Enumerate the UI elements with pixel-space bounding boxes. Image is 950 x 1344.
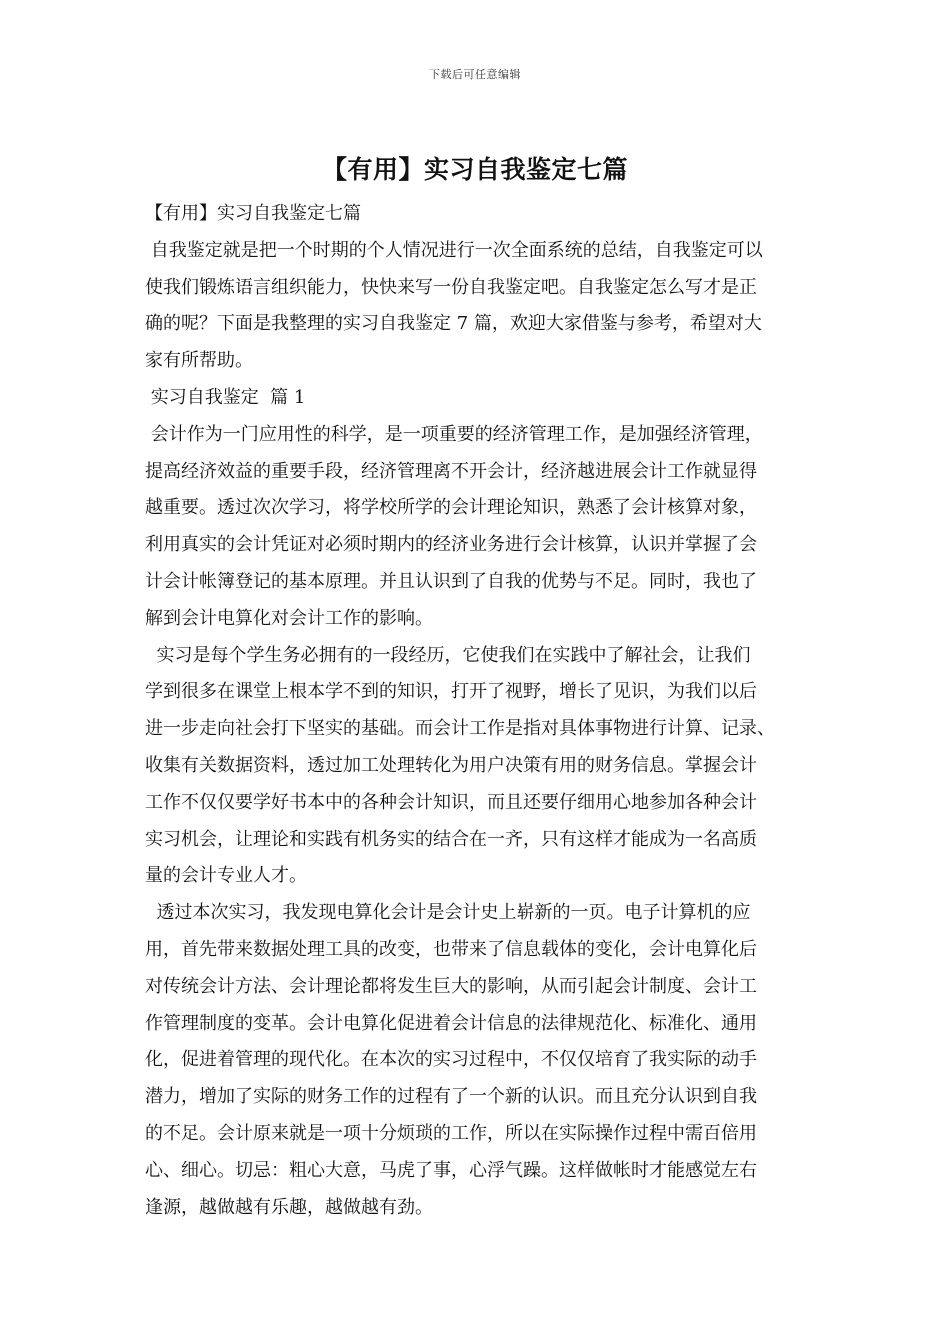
header-note: 下载后可任意编辑 <box>429 68 521 81</box>
text-line: 的不足。会计原来就是一项十分烦琐的工作，所以在实际操作过程中需百倍用 <box>145 1122 757 1144</box>
text-line: 化，促进着管理的现代化。在本次的实习过程中，不仅仅培育了我实际的动手 <box>145 1049 757 1071</box>
text-line: 作管理制度的变革。会计电算化促进着会计信息的法律规范化、标准化、通用 <box>145 1012 757 1034</box>
text-line: 实习自我鉴定 篇 1 <box>145 386 306 408</box>
section-heading-1 <box>145 380 811 417</box>
document-body <box>145 196 811 1226</box>
text-line: 心、细心。切忌：粗心大意，马虎了事，心浮气躁。这样做帐时才能感觉左右 <box>145 1159 757 1181</box>
text-line: 工作不仅仅要学好书本中的各种会计知识，而且还要仔细用心地参加各种会计 <box>145 791 757 813</box>
text-line: 对传统会计方法、会计理论都将发生巨大的影响，从而引起会计制度、会计工 <box>145 975 757 997</box>
text-line: 透过本次实习，我发现电算化会计是会计史上崭新的一页。电子计算机的应 <box>145 902 751 924</box>
paragraph-2 <box>145 638 811 896</box>
text-line: 越重要。透过次次学习，将学校所学的会计理论知识，熟悉了会计核算对象， <box>145 497 757 519</box>
text-line: 逢源，越做越有乐趣，越做越有劲。 <box>145 1196 433 1218</box>
text-line: 确的呢？下面是我整理的实习自我鉴定 7 篇，欢迎大家借鉴与参考，希望对大 <box>145 313 762 335</box>
text-line: 解到会计电算化对会计工作的影响。 <box>145 607 433 629</box>
text-line: 进一步走向社会打下坚实的基础。而会计工作是指对具体事物进行计算、记录、 <box>145 718 775 740</box>
text-line: 潜力，增加了实际的财务工作的过程有了一个新的认识。而且充分认识到自我 <box>145 1086 757 1108</box>
text-line: 量的会计专业人才。 <box>145 865 307 887</box>
paragraph-3 <box>145 895 811 1226</box>
text-line: 家有所帮助。 <box>145 350 253 372</box>
text-line: 实习是每个学生务必拥有的一段经历，它使我们在实践中了解社会，让我们 <box>145 644 751 666</box>
paragraph-1 <box>145 417 811 638</box>
intro-paragraph <box>145 233 811 380</box>
text-line: 利用真实的会计凭证对必须时期内的经济业务进行会计核算，认识并掌握了会 <box>145 534 757 556</box>
text-line: 提高经济效益的重要手段，经济管理离不开会计，经济越进展会计工作就显得 <box>145 460 757 482</box>
text-line: 实习机会，让理论和实践有机务实的结合在一齐，只有这样才能成为一名高质 <box>145 828 757 850</box>
text-line: 收集有关数据资料，透过加工处理转化为用户决策有用的财务信息。掌握会计 <box>145 754 757 776</box>
text-line: 使我们锻炼语言组织能力，快快来写一份自我鉴定吧。自我鉴定怎么写才是正 <box>145 276 757 298</box>
text-line: 会计作为一门应用性的科学，是一项重要的经济管理工作，是加强经济管理， <box>145 423 763 445</box>
text-line: 用，首先带来数据处理工具的改变，也带来了信息载体的变化，会计电算化后 <box>145 938 757 960</box>
subtitle-line <box>145 196 811 233</box>
text-line: 自我鉴定就是把一个时期的个人情况进行一次全面系统的总结，自我鉴定可以 <box>145 239 763 261</box>
text-line: 学到很多在课堂上根本学不到的知识，打开了视野，增长了见识，为我们以后 <box>145 681 757 703</box>
text-line: 【有用】实习自我鉴定七篇 <box>145 203 361 224</box>
text-line: 计会计帐簿登记的基本原理。并且认识到了自我的优势与不足。同时，我也了 <box>145 570 757 592</box>
document-title: 【有用】实习自我鉴定七篇 <box>321 155 628 184</box>
